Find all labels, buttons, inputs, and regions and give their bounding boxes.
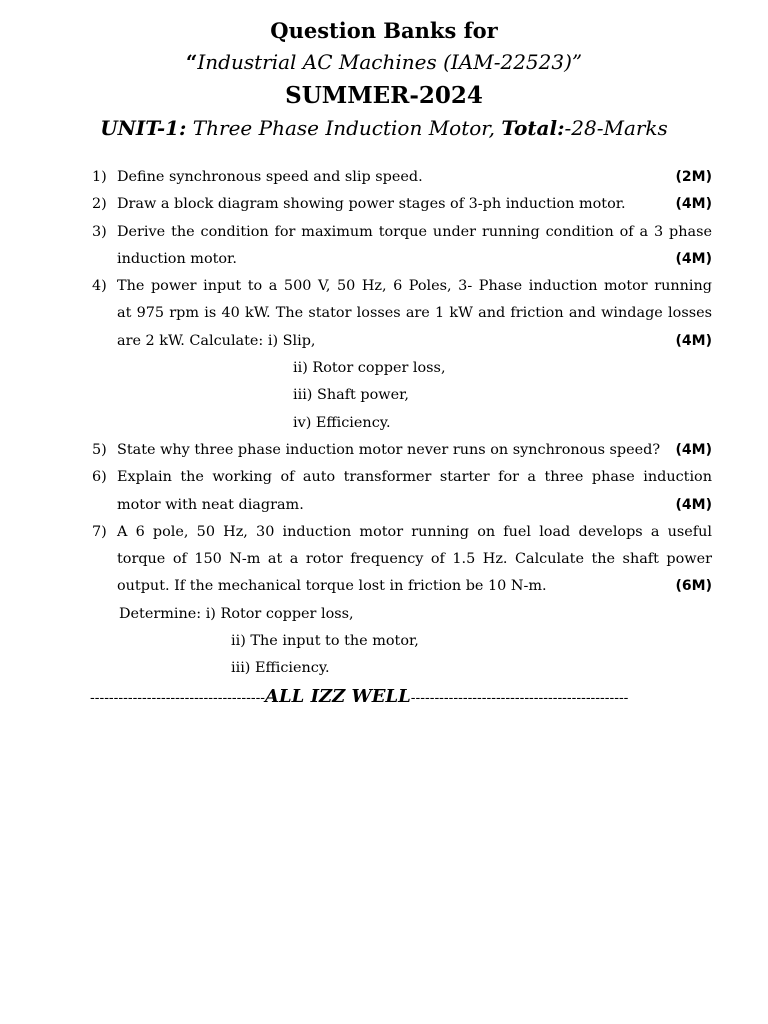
question-line-text: output. If the mechanical torque lost in friction be 10 N-m. xyxy=(117,578,547,595)
question-line xyxy=(117,246,712,273)
question-text xyxy=(117,273,712,437)
question-text xyxy=(117,191,712,218)
question-line xyxy=(117,219,712,246)
footer-text: ALL IZZ WELL xyxy=(265,686,411,707)
footer-left-dashes: ------------------------------------- xyxy=(90,690,266,706)
determine-line: Determine: i) Rotor copper loss, xyxy=(119,605,354,622)
question-line xyxy=(117,164,712,191)
question-line-text: are 2 kW. Calculate: i) Slip, xyxy=(117,332,316,349)
course-name: Industrial AC Machines (IAM-22523)” xyxy=(197,50,583,74)
question-line-text: Derive the condition for maximum torque under running condition of a 3 phase xyxy=(117,223,712,240)
marks-badge: (4M) xyxy=(675,250,712,267)
question-line-text: Define synchronous speed and slip speed. xyxy=(117,169,423,185)
question-line-text: torque of 150 N-m at a rotor frequency of 1.5 Hz. Calculate the shaft power xyxy=(117,551,712,568)
question-line-text: induction motor. xyxy=(117,250,237,267)
question-line xyxy=(117,437,712,464)
question-line-text: at 975 rpm is 40 kW. The stator losses are 1 kW and friction and windage losses xyxy=(117,305,712,322)
course-title xyxy=(0,50,768,74)
question-number: 1) xyxy=(92,169,107,185)
exam-session: SUMMER-2024 xyxy=(285,82,483,109)
question-line xyxy=(117,464,712,491)
marks-badge: (4M) xyxy=(675,332,712,349)
question-line xyxy=(117,300,712,327)
question-number: 3) xyxy=(92,223,107,240)
marks-badge: (4M) xyxy=(675,441,712,458)
question-item xyxy=(92,191,712,218)
question-line-text: State why three phase induction motor never runs on synchronous speed? xyxy=(117,441,661,458)
question-line-text: motor with neat diagram. xyxy=(117,496,304,513)
question-item xyxy=(92,273,712,437)
sub-question: iv) Efficiency. xyxy=(293,414,391,431)
sub-question: ii) The input to the motor, xyxy=(231,633,419,650)
sub-question: iii) Efficiency. xyxy=(231,660,330,677)
question-number: 7) xyxy=(92,523,107,540)
marks-badge: (4M) xyxy=(675,196,712,213)
question-item xyxy=(92,464,712,519)
total-value: -28-Marks xyxy=(564,116,668,140)
document-title: Question Banks for xyxy=(270,18,498,43)
question-number: 5) xyxy=(92,441,107,458)
question-text xyxy=(117,519,712,683)
question-line xyxy=(117,273,712,300)
question-text xyxy=(117,164,712,191)
question-text xyxy=(117,219,712,274)
marks-badge: (4M) xyxy=(675,496,712,513)
question-line-text: The power input to a 500 V, 50 Hz, 6 Poles, 3- Phase induction motor running xyxy=(117,278,712,295)
question-line xyxy=(117,573,712,600)
marks-badge: (6M) xyxy=(675,578,712,595)
open-quote: “ xyxy=(185,50,198,74)
question-line xyxy=(117,519,712,546)
question-number: 6) xyxy=(92,469,107,486)
total-label: Total: xyxy=(501,116,565,140)
sub-question: iii) Shaft power, xyxy=(293,387,409,404)
footer-line xyxy=(90,686,710,707)
question-list xyxy=(92,164,712,683)
question-text xyxy=(117,464,712,519)
question-line xyxy=(117,546,712,573)
question-item xyxy=(92,519,712,683)
unit-label: UNIT-1: xyxy=(100,116,187,140)
sub-question: ii) Rotor copper loss, xyxy=(293,360,446,377)
question-number: 2) xyxy=(92,196,107,213)
marks-badge: (2M) xyxy=(675,169,712,185)
question-line-text: A 6 pole, 50 Hz, 30 induction motor running on fuel load develops a useful xyxy=(117,523,712,540)
footer-right-dashes: ---------------------------------------------- xyxy=(410,690,629,706)
question-item xyxy=(92,437,712,464)
question-number: 4) xyxy=(92,278,107,295)
question-line xyxy=(117,191,712,218)
unit-heading xyxy=(0,116,768,140)
unit-title: Three Phase Induction Motor, xyxy=(186,116,502,140)
question-line xyxy=(117,492,712,519)
question-line-text: Draw a block diagram showing power stages of 3-ph induction motor. xyxy=(117,196,626,213)
question-line xyxy=(117,328,712,355)
question-item xyxy=(92,219,712,274)
question-line-text: Explain the working of auto transformer starter for a three phase induction xyxy=(117,469,712,486)
question-item xyxy=(92,164,712,191)
question-text xyxy=(117,437,712,464)
